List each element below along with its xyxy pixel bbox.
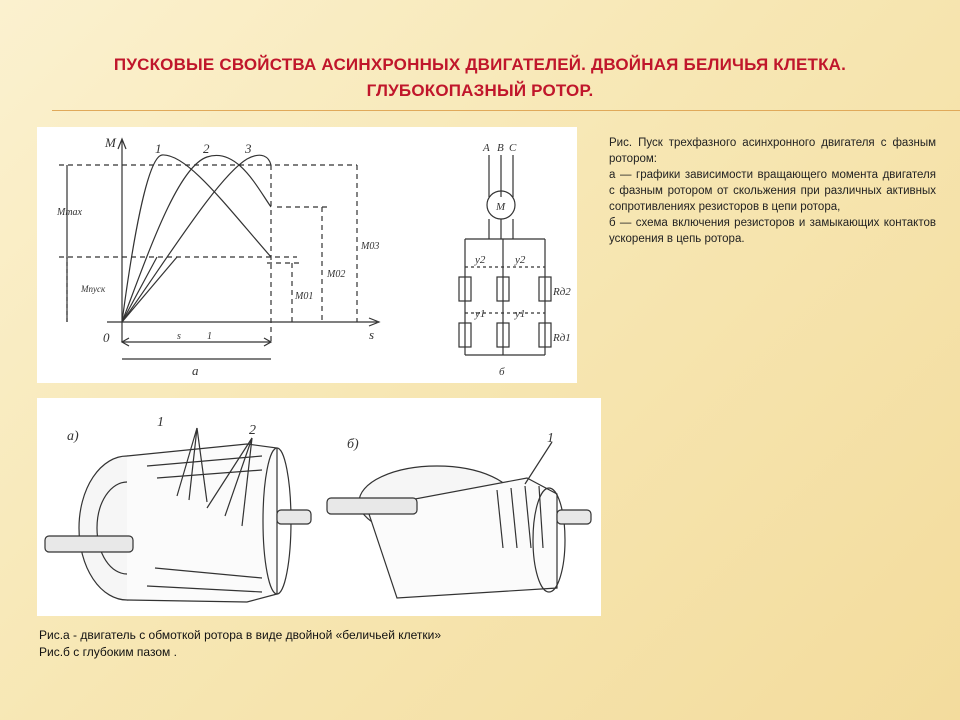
slide-title-line-2: ГЛУБОКОПАЗНЫЙ РОТОР.: [366, 81, 594, 100]
one-mark-label: 1: [207, 331, 212, 342]
s-mark-label: s: [177, 331, 181, 342]
caption-right-line-2: а — графики зависимости вращающего момента двигателя с фазным ротором от скольжения при различных активных сопротивлениях резисторов в цепи ротора,: [609, 169, 936, 213]
label-b: б): [347, 437, 359, 452]
rotor-drawings-figure: [37, 398, 601, 616]
figure-caption-bottom: [39, 627, 599, 660]
start-line-1: [122, 257, 157, 322]
y2-left-label: у2: [475, 254, 486, 266]
y1-right-label: у1: [515, 308, 526, 320]
r-a1-label: Rд1: [553, 332, 571, 344]
curve-1: [122, 155, 271, 322]
deep-bar-rotor: [327, 442, 591, 598]
rotor-circuit: [459, 155, 551, 355]
caption-right-line-3: б — схема включения резисторов и замыкающих контактов ускорения в цепь ротора.: [609, 217, 936, 245]
left-shaft-right: [277, 510, 311, 524]
caption-bottom-line-1: Рис.а - двигатель с обмоткой ротора в виде двойной «беличьей клетки»: [39, 628, 442, 642]
curve-3: [122, 155, 271, 322]
caption-right-line-1: Рис. Пуск трехфазного асинхронного двигателя с фазным ротором:: [609, 137, 936, 165]
axis-s-label: s: [369, 327, 375, 342]
callout-1-left: 1: [157, 415, 164, 430]
torque-slip-figure: [37, 127, 577, 383]
phase-b-label: B: [497, 142, 504, 154]
m01-label: M01: [295, 291, 314, 302]
curve-1-label: 1: [155, 141, 162, 156]
r-a2-label: Rд2: [553, 286, 571, 298]
right-shaft-right: [557, 510, 591, 524]
callout-2: 2: [249, 423, 256, 438]
curve-2: [122, 155, 271, 322]
panel-b-label: б: [499, 366, 505, 378]
caption-bottom-line-2: Рис.б с глубоким пазом .: [39, 644, 177, 659]
axis-m-label: M: [105, 135, 116, 150]
rotor-drawing: [37, 398, 601, 616]
curve-3-label: 3: [245, 141, 252, 156]
phase-c-label: C: [509, 142, 517, 154]
torque-slip-drawing: [37, 127, 577, 383]
right-shaft: [327, 498, 417, 514]
m03-label: M03: [361, 241, 380, 252]
figure-caption-right: [609, 135, 936, 247]
callout-1-right: 1: [547, 431, 554, 446]
motor-label: M: [496, 201, 506, 213]
phase-a-label: A: [483, 142, 490, 154]
title-divider: [52, 110, 960, 111]
slide-title: [60, 52, 900, 104]
y1-left-label: у1: [475, 308, 486, 320]
y2-right-label: у2: [515, 254, 526, 266]
curve-2-label: 2: [203, 141, 210, 156]
slide-title-line-1: ПУСКОВЫЕ СВОЙСТВА АСИНХРОННЫХ ДВИГАТЕЛЕЙ. ДВОЙНАЯ БЕЛИЧЬЯ КЛЕТКА.: [113, 55, 847, 74]
origin-label: 0: [103, 330, 110, 345]
double-cage-rotor: [45, 428, 311, 602]
mstart-label: Mпуск: [81, 284, 106, 294]
panel-a-label: а: [192, 363, 199, 378]
label-a: а): [67, 429, 79, 444]
mmax-label: Mmax: [57, 207, 82, 218]
m02-label: M02: [327, 269, 346, 280]
left-shaft: [45, 536, 133, 552]
